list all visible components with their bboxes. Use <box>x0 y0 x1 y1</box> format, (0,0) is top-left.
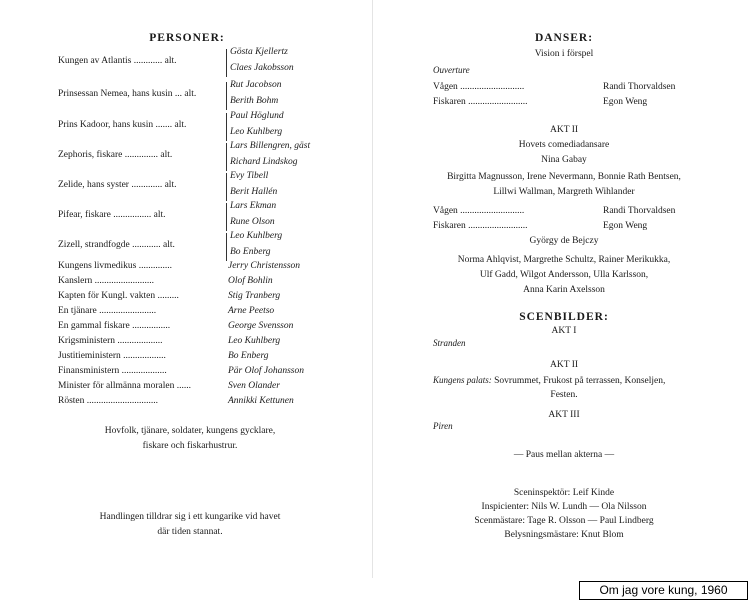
cast-role: Kungens livmedikus .............. <box>58 261 172 271</box>
cast-actor: Berit Hallén <box>230 187 278 197</box>
cast-role: En tjänare ........................ <box>58 306 157 316</box>
cast-role: Minister för allmänna moralen ...... <box>58 381 191 391</box>
cast-actor: Sven Olander <box>228 381 280 391</box>
extras-line: fiskare och fiskarhustrur. <box>142 441 238 451</box>
alt-cast-group <box>58 201 378 235</box>
dance-role: Vågen ........................... <box>433 82 525 92</box>
cast-row <box>58 336 378 351</box>
cast-role: Prins Kadoor, hans kusin ....... alt. <box>58 120 187 130</box>
cast-role: Zizell, strandfogde ............ alt. <box>58 240 175 250</box>
cast-row <box>58 276 378 291</box>
cast-row <box>58 351 378 366</box>
dance-actor: Randi Thorvaldsen <box>603 82 676 92</box>
dance-actor: Egon Weng <box>603 97 648 107</box>
left-page <box>0 0 374 578</box>
scenbilder-heading: SCENBILDER: <box>519 311 609 323</box>
scene-place: Piren <box>433 421 453 431</box>
ouverture-label: Ouverture <box>433 65 470 75</box>
dance-role: Fiskaren ......................... <box>433 97 528 107</box>
alt-cast-group <box>58 80 378 114</box>
cast-role: Zephoris, fiskare .............. alt. <box>58 150 173 160</box>
cast-actor: Olof Bohlin <box>228 276 273 286</box>
scene-place <box>433 375 665 386</box>
scene-place-rest: Sovrummet, Frukost på terrassen, Konseljen, <box>494 376 666 386</box>
right-page <box>374 0 748 578</box>
alt-cast-group <box>58 171 378 205</box>
cast-role: Zelide, hans syster ............. alt. <box>58 180 177 190</box>
cast-actor: Paul Höglund <box>230 111 284 121</box>
cast-actor: Rune Olson <box>230 217 275 227</box>
alt-cast-group <box>58 47 378 81</box>
cast-row <box>58 261 378 276</box>
cast-role: Justitieministern .................. <box>58 351 166 361</box>
alt-cast-group <box>58 111 378 145</box>
alt-cast-group <box>58 231 378 265</box>
cast-role: Finansministern ................... <box>58 366 167 376</box>
ensemble-line: Ulf Gadd, Wilgot Andersson, Ulla Karlsson, <box>479 270 649 280</box>
cast-actor: Bo Enberg <box>230 247 271 257</box>
cast-actor: Leo Kuhlberg <box>230 231 283 241</box>
cast-role: Kanslern ......................... <box>58 276 155 286</box>
ensemble-line: Lillwi Wallman, Margreth Wihlander <box>493 187 635 197</box>
ensemble-line: Birgitta Magnusson, Irene Nevermann, Bonnie Rath Bentsen, <box>447 172 681 182</box>
ensemble-line: Norma Ahlqvist, Margrethe Schultz, Rainer Merikukka, <box>457 255 671 265</box>
scene-act-label: AKT III <box>548 410 580 420</box>
cast-actor: Lars Ekman <box>230 201 277 211</box>
dance-actor: Randi Thorvaldsen <box>603 206 676 216</box>
cast-actor: Stig Tranberg <box>228 291 281 301</box>
cast-actor: Evy Tibell <box>230 171 269 181</box>
danser-heading: DANSER: <box>534 32 594 44</box>
personer-heading: PERSONER: <box>149 32 225 44</box>
cast-row <box>58 291 378 306</box>
cast-row <box>58 366 378 381</box>
cast-role: Kungen av Atlantis ............ alt. <box>58 56 177 66</box>
cast-actor: Jerry Christensson <box>228 261 301 271</box>
cast-row <box>58 396 378 411</box>
scene-act-label: AKT II <box>549 360 579 370</box>
extras-line: Hovfolk, tjänare, soldater, kungens gycklare, <box>104 426 276 436</box>
cast-row <box>58 321 378 336</box>
cast-actor: Claes Jakobsson <box>230 63 294 73</box>
dance-role: Vågen ........................... <box>433 206 525 216</box>
cast-actor: Bo Enberg <box>228 351 269 361</box>
ensemble-line: Anna Karin Axelsson <box>523 285 605 295</box>
cast-actor: Annikki Kettunen <box>228 396 294 406</box>
credit-line: Inspicienter: Nils W. Lundh — Ola Nilsson <box>481 502 647 512</box>
act2-label: AKT II <box>549 125 579 135</box>
court-dancer-name: Nina Gabay <box>541 155 587 165</box>
cast-role: Pifear, fiskare ................ alt. <box>58 210 166 220</box>
cast-actor: George Svensson <box>228 321 294 331</box>
cast-row <box>58 381 378 396</box>
dance-role: Fiskaren ......................... <box>433 221 528 231</box>
setting-line: där tiden stannat. <box>157 527 223 537</box>
cast-actor: Gösta Kjellertz <box>230 47 288 57</box>
credit-line: Scenmästare: Tage R. Olsson — Paul Lindberg <box>474 516 654 526</box>
cast-actor: Rut Jacobson <box>230 80 282 90</box>
alt-cast-group <box>58 141 378 175</box>
cast-actor: Leo Kuhlberg <box>228 336 281 346</box>
cast-role: Prinsessan Nemea, hans kusin ... alt. <box>58 89 197 99</box>
pause-note: — Paus mellan akterna — <box>513 450 615 460</box>
court-dancer-title: Hovets comediadansare <box>518 140 610 150</box>
cast-role: En gammal fiskare ................ <box>58 321 171 331</box>
credit-line: Sceninspektör: Leif Kinde <box>513 488 615 498</box>
cast-actor: Pär Olof Johansson <box>228 366 304 376</box>
scene-place-line2: Festen. <box>550 390 578 400</box>
cast-actor: Richard Lindskog <box>230 157 298 167</box>
cast-actor: Leo Kuhlberg <box>230 127 283 137</box>
cast-actor: Arne Peetso <box>228 306 275 316</box>
cast-role: Kapten för Kungl. vakten ......... <box>58 291 179 301</box>
cast-actor: Berith Bohm <box>230 96 279 106</box>
scene-place: Stranden <box>433 338 466 348</box>
cast-actor: Lars Billengren, gäst <box>230 141 311 151</box>
vision-text: Vision i förspel <box>534 49 594 59</box>
cast-row <box>58 306 378 321</box>
scene-act-label: AKT I <box>551 326 577 336</box>
dance-actor: Egon Weng <box>603 221 648 231</box>
setting-line: Handlingen tilldrar sig i ett kungarike vid havet <box>99 512 281 522</box>
image-caption: Om jag vore kung, 1960 <box>579 581 748 600</box>
cast-role: Rösten .............................. <box>58 396 159 406</box>
cast-role: Krigsministern ................... <box>58 336 163 346</box>
scene-place-italic: Kungens palats: <box>433 375 492 385</box>
gyorgy-name: György de Bejczy <box>529 236 599 246</box>
credit-line: Belysningsmästare: Knut Blom <box>504 530 624 540</box>
